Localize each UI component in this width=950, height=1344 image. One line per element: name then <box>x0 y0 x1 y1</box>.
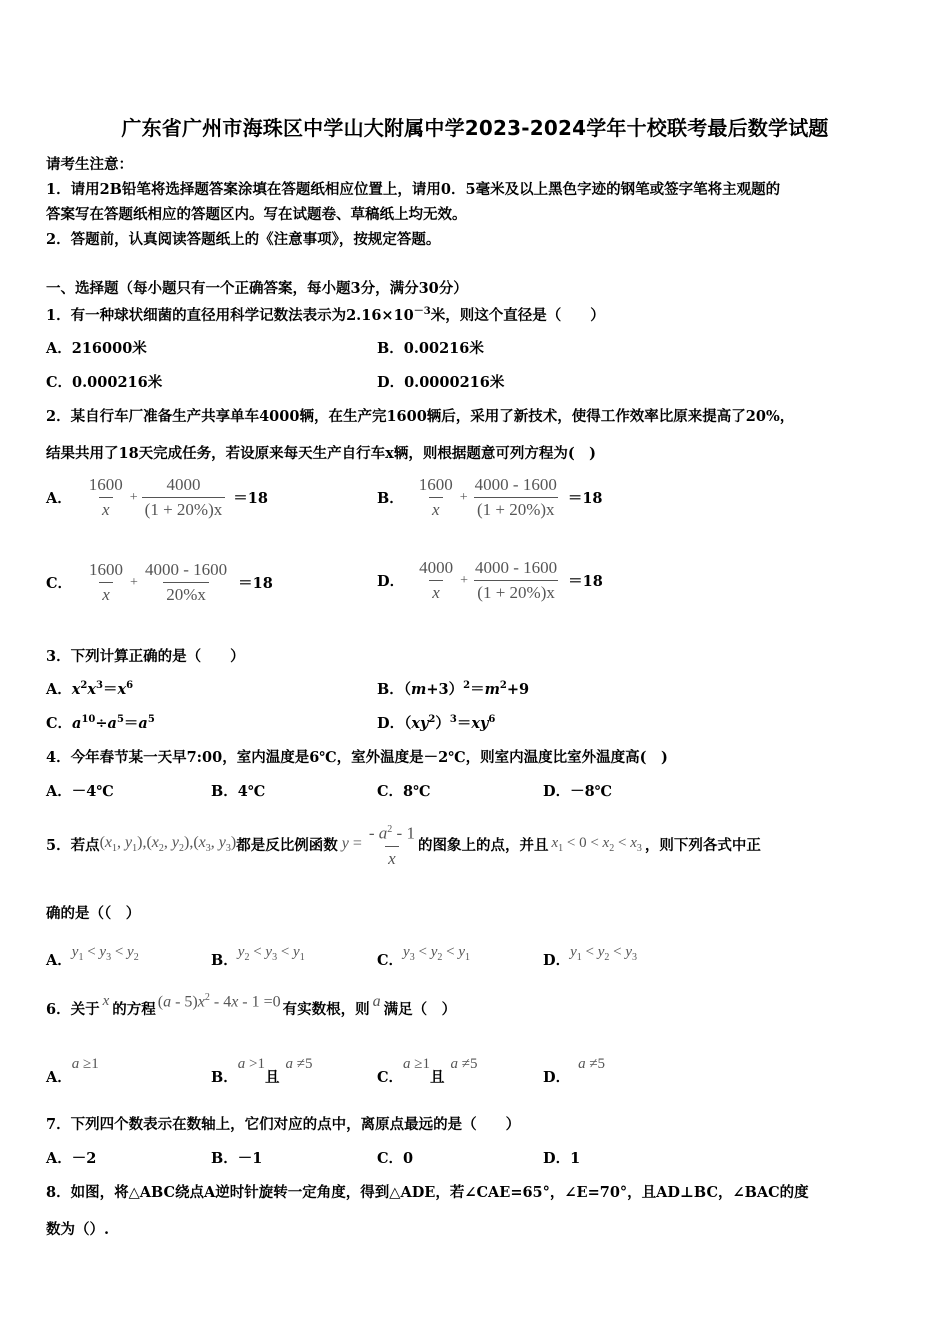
q1-option-b: B．0.00216米 <box>377 340 484 357</box>
question-6-stem: 6．关于 x 的方程 $(a - 5)x^2 - 4x - 1 =0$ 有实数根，则 a 满足（ ） <box>46 991 457 1018</box>
question-2-stem-b: 结果共用了18天完成任务，若设原来每天生产自行车x辆，则根据题意可列方程为( ) <box>46 445 597 462</box>
section-heading: 一、选择题（每小题只有一个正确答案，每小题3分，满分30分） <box>46 280 468 297</box>
q2-option-c: C． $\frac{1600}{x}$ + $\frac{4000 - 1600}{20\%x}$ ＝18 <box>46 560 273 604</box>
question-4-stem: 4．今年春节某一天早7:00，室内温度是6℃，室外温度是－2℃，则室内温度比室外温度高( ) <box>46 749 668 766</box>
q7-option-a: A．－2 <box>46 1150 97 1167</box>
q3-option-b: B．$(m+3)^2=m^2+9$ <box>377 680 530 698</box>
q6-option-a: A．a ≥1 <box>46 1056 99 1086</box>
question-5-stem-b: 确的是（（ ） <box>46 905 141 922</box>
fraction: $\frac{1600}{x}$ <box>418 475 453 519</box>
q6-option-c: C．a ≥1且a ≠5 <box>377 1056 478 1086</box>
question-1-stem: 1．有一种球状细菌的直径用科学记数法表示为$2.16\times 10^{-3}$米，则这个直径是（ ） <box>46 306 605 324</box>
notice-item-2: 2．答题前，认真阅读答题纸上的《注意事项》，按规定答题。 <box>46 231 441 248</box>
q1-option-a: A．216000米 <box>46 340 147 357</box>
q6-option-b: B．a >1且a ≠5 <box>211 1056 313 1086</box>
fraction: $\frac{1600}{x}$ <box>88 475 123 519</box>
q4-option-b: B．4℃ <box>211 783 266 800</box>
notice-heading: 请考生注意： <box>46 156 133 173</box>
question-2-stem-a: 2．某自行车厂准备生产共享单车4000辆，在生产完1600辆后，采用了新技术，使得工作效率比原来提高了20%， <box>46 408 795 425</box>
q5-option-a: A．$y_1 < y_3 < y_2$ <box>46 944 139 969</box>
q3-option-a: A．$x^2x^3=x^6$ <box>46 680 134 698</box>
q3-option-d: D．$(xy^2)^3=xy^6$ <box>377 714 496 732</box>
q1-option-c: C．0.000216米 <box>46 374 163 391</box>
q5-option-b: B．$y_2 < y_3 < y_1$ <box>211 944 305 969</box>
q4-option-d: D．－8℃ <box>543 783 613 800</box>
q7-option-d: D．1 <box>543 1150 581 1167</box>
q1-option-d: D．0.0000216米 <box>377 374 505 391</box>
notice-item-1a: 1．请用2B铅笔将选择题答案涂填在答题纸相应位置上，请用0．5毫米及以上黑色字迹的钢笔或签字笔将主观题的 <box>46 181 781 198</box>
question-5-stem-a: 5．若点 ($x_1$, $y_1),(x_2$, $y_2),(x_3$, $y_3$) 都是反比例函数 y = $\frac{- a^2 - 1}{x}$ 的图象上的点，并且 $x_1 < 0 < x_2 < x_3$ ，则下列各式中正 <box>46 820 761 869</box>
fraction: $\frac{- a^2 - 1}{x}$ <box>368 823 415 868</box>
q7-option-c: C．0 <box>377 1150 414 1167</box>
q3-option-c: C．$a^{10}\div a^5=a^5$ <box>46 714 155 732</box>
q5-option-c: C．$y_3 < y_2 < y_1$ <box>377 944 470 969</box>
question-8-stem-b: 数为（）. <box>46 1221 110 1238</box>
q4-option-a: A．－4℃ <box>46 783 114 800</box>
fraction: $\frac{4000 - 1600}{20\%x}$ <box>144 560 228 604</box>
question-7-stem: 7．下列四个数表示在数轴上，它们对应的点中，离原点最远的是（ ） <box>46 1116 521 1133</box>
fraction: $\frac{1600}{x}$ <box>89 560 124 604</box>
q2-option-a: A． $\frac{1600}{x}$ + $\frac{4000}{(1 + 20\%)x}$ ＝18 <box>46 475 268 519</box>
q5-option-d: D．$y_1 < y_2 < y_3$ <box>543 944 638 969</box>
fraction: $\frac{4000}{(1 + 20\%)x}$ <box>142 475 226 520</box>
q6-option-d: D．a ≠5 <box>543 1056 606 1086</box>
fraction: $\frac{4000 - 1600}{(1 + 20\%)x}$ <box>474 558 558 602</box>
q7-option-b: B．－1 <box>211 1150 263 1167</box>
fraction: $\frac{4000 - 1600}{(1 + 20\%)x}$ <box>474 475 557 519</box>
fraction: $\frac{4000}{x}$ <box>419 558 454 602</box>
question-8-stem-a: 8．如图，将△ABC绕点A逆时针旋转一定角度，得到△ADE，若∠CAE=65°，∠E=70°，且AD⊥BC，∠BAC的度 <box>46 1184 809 1201</box>
question-3-stem: 3．下列计算正确的是（ ） <box>46 648 245 665</box>
q4-option-c: C．8℃ <box>377 783 431 800</box>
q2-option-b: B． $\frac{1600}{x}$ + $\frac{4000 - 1600}{(1 + 20\%)x}$ ＝18 <box>377 475 603 519</box>
page-title: 广东省广州市海珠区中学山大附属中学2023-2024学年十校联考最后数学试题 <box>121 116 829 140</box>
q2-option-d: D． $\frac{4000}{x}$ + $\frac{4000 - 1600}{(1 + 20\%)x}$ ＝18 <box>377 558 603 602</box>
notice-item-1b: 答案写在答题纸相应的答题区内。写在试题卷、草稿纸上均无效。 <box>46 206 467 223</box>
